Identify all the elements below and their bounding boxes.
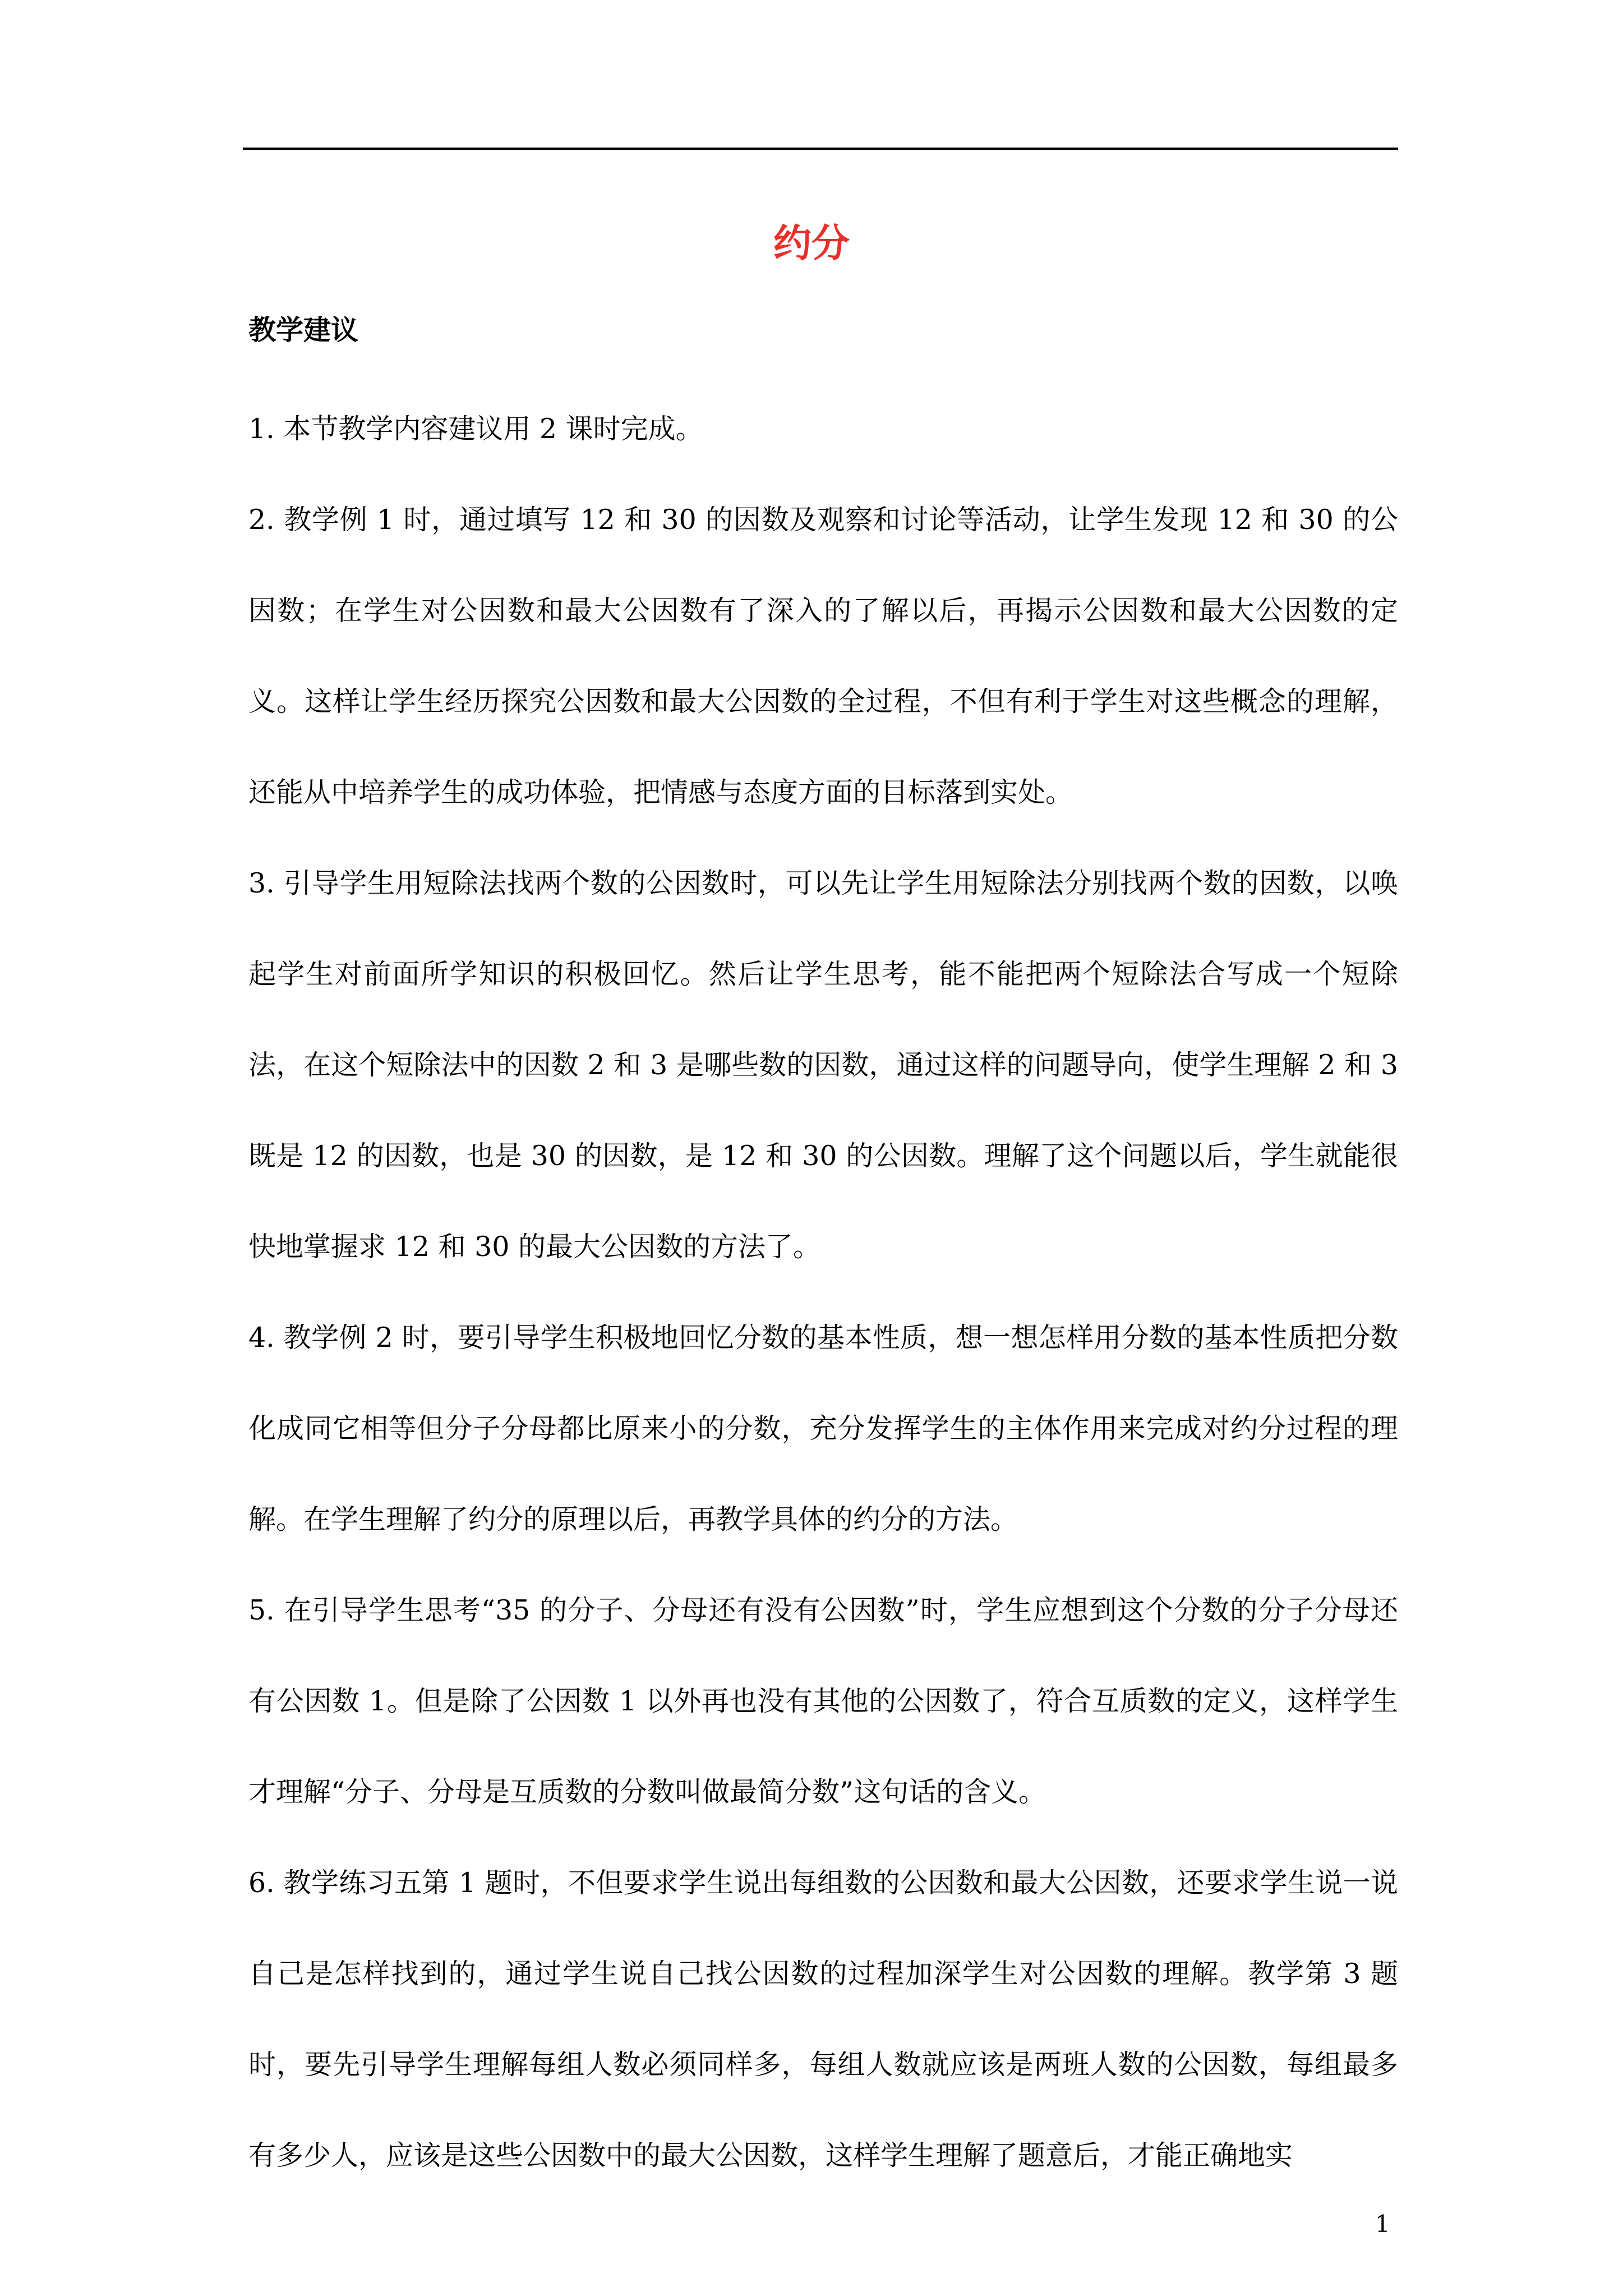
page-title: 约分 bbox=[773, 221, 850, 266]
section-heading: 教学建议 bbox=[248, 314, 359, 346]
paragraph-1: 1. 本节教学内容建议用 2 课时完成。 bbox=[248, 413, 703, 445]
body-text bbox=[248, 384, 1398, 2201]
paragraph-2: 2. 教学例 1 时，通过填写 12 和 30 的因数及观察和讨论等活动，让学生发现 12 和 30 的公因数；在学生对公因数和最大公因数有了深入的了解以后，再揭示公因数和最大公因数的定义。这样让学生经历探究公因数和最大公因数的全过程，不但有利于学生对这些概念的理解，还能从中培养学生的成功体验，把情感与态度方面的目标落到实处。 bbox=[248, 504, 1398, 808]
header-rule bbox=[243, 148, 1398, 150]
page-number: 1 bbox=[1375, 2210, 1390, 2238]
paragraph-5: 5. 在引导学生思考“35 的分子、分母还有没有公因数”时，学生应想到这个分数的分子分母还有公因数 1。但是除了公因数 1 以外再也没有其他的公因数了，符合互质数的定义，这样学生才理解“分子、分母是互质数的分数叫做最简分数”这句话的含义。 bbox=[248, 1594, 1398, 1808]
paragraph-3: 3. 引导学生用短除法找两个数的公因数时，可以先让学生用短除法分别找两个数的因数，以唤起学生对前面所学知识的积极回忆。然后让学生思考，能不能把两个短除法合写成一个短除法，在这个短除法中的因数 2 和 3 是哪些数的因数，通过这样的问题导向，使学生理解 2 和 3 既是 12 的因数，也是 30 的因数，是 12 和 30 的公因数。理解了这个问题以后，学生就能很快地掌握求 12 和 30 的最大公因数的方法了。 bbox=[248, 867, 1398, 1263]
paragraph-4: 4. 教学例 2 时，要引导学生积极地回忆分数的基本性质，想一想怎样用分数的基本性质把分数化成同它相等但分子分母都比原来小的分数，充分发挥学生的主体作用来完成对约分过程的理解。在学生理解了约分的原理以后，再教学具体的约分的方法。 bbox=[248, 1322, 1398, 1535]
paragraph-6: 6. 教学练习五第 1 题时，不但要求学生说出每组数的公因数和最大公因数，还要求学生说一说自己是怎样找到的，通过学生说自己找公因数的过程加深学生对公因数的理解。教学第 3 题时，要先引导学生理解每组人数必须同样多，每组人数就应该是两班人数的公因数，每组最多有多少人，应该是这些公因数中的最大公因数，这样学生理解了题意后，才能正确地实 bbox=[248, 1867, 1398, 2171]
